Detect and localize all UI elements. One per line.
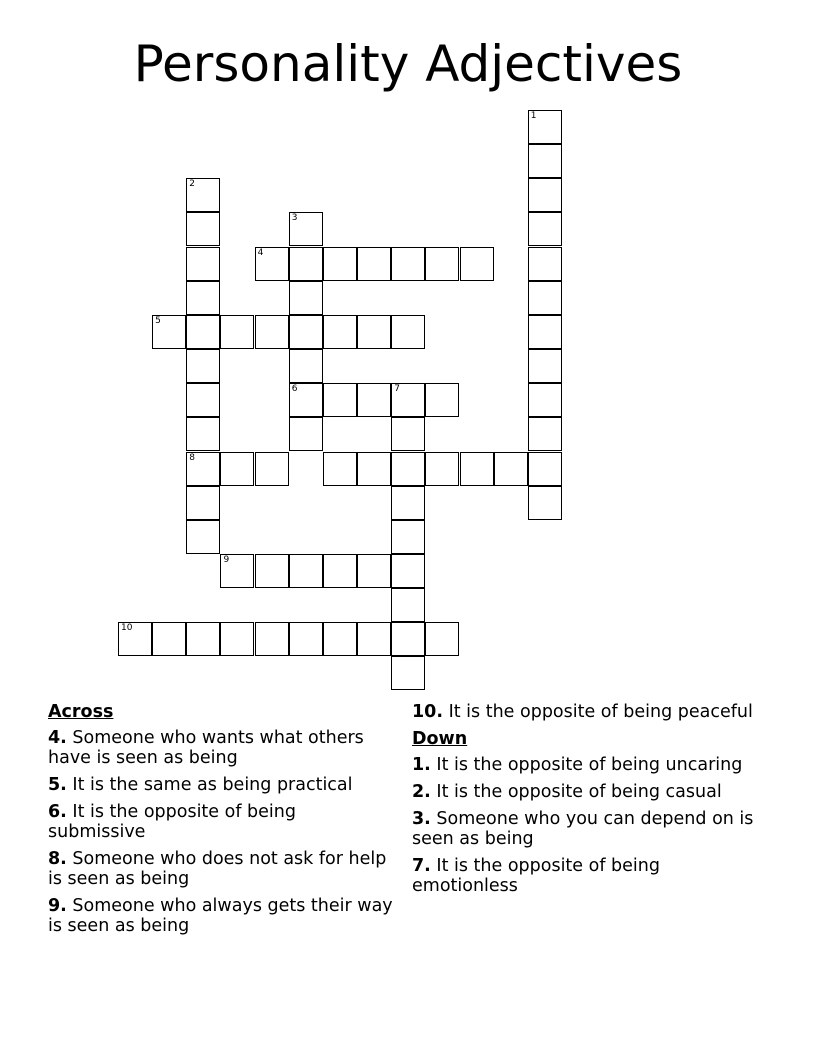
clue-down-1: [412, 755, 762, 775]
cell-number: 1: [530, 111, 537, 121]
grid-cell[interactable]: [425, 452, 459, 486]
grid-cell[interactable]: [152, 622, 186, 656]
grid-cell[interactable]: [323, 247, 357, 281]
down-heading: Down: [412, 729, 468, 749]
grid-cell[interactable]: [289, 212, 323, 246]
grid-cell[interactable]: [186, 417, 220, 451]
grid-cell[interactable]: [528, 144, 562, 178]
grid-cell[interactable]: [289, 554, 323, 588]
grid-cell[interactable]: [425, 383, 459, 417]
clue-across-9: [48, 896, 398, 936]
grid-cell[interactable]: [323, 383, 357, 417]
grid-cell[interactable]: [289, 622, 323, 656]
grid-cell[interactable]: [220, 622, 254, 656]
grid-cell[interactable]: [528, 212, 562, 246]
grid-cell[interactable]: [186, 520, 220, 554]
grid-cell[interactable]: [357, 554, 391, 588]
grid-cell[interactable]: [528, 110, 562, 144]
grid-cell[interactable]: [289, 247, 323, 281]
grid-cell[interactable]: [528, 452, 562, 486]
clue-across-10: [412, 702, 762, 722]
cell-number: 5: [155, 315, 161, 326]
grid-cell[interactable]: [220, 452, 254, 486]
clue-number: 8.: [48, 849, 67, 869]
clue-number: 7.: [412, 856, 431, 876]
grid-cell[interactable]: [186, 212, 220, 246]
clue-number: 9.: [48, 896, 67, 916]
grid-cell[interactable]: [391, 622, 425, 656]
grid-cell[interactable]: [391, 247, 425, 281]
grid-cell[interactable]: [255, 315, 289, 349]
clue-text: It is the same as being practical: [72, 775, 353, 795]
clue-text: Someone who does not ask for help is seen as being: [48, 849, 387, 889]
clue-across-4: [48, 728, 398, 768]
cell-number: 7: [394, 384, 400, 395]
grid-cell[interactable]: [289, 281, 323, 315]
grid-cell[interactable]: [425, 247, 459, 281]
grid-cell[interactable]: [391, 656, 425, 690]
grid-cell[interactable]: [391, 417, 425, 451]
grid-cell[interactable]: [289, 315, 323, 349]
clue-text: It is the opposite of being emotionless: [412, 856, 660, 896]
clue-text: It is the opposite of being uncaring: [436, 755, 743, 775]
grid-cell[interactable]: [528, 178, 562, 212]
clue-number: 10.: [412, 702, 444, 722]
clue-text: Someone who you can depend on is seen as being: [412, 809, 754, 849]
grid-cell[interactable]: [255, 622, 289, 656]
grid-cell[interactable]: [391, 554, 425, 588]
grid-cell[interactable]: [186, 349, 220, 383]
grid-cell[interactable]: [528, 486, 562, 520]
grid-cell[interactable]: [528, 349, 562, 383]
grid-cell[interactable]: [528, 281, 562, 315]
grid-cell[interactable]: [357, 315, 391, 349]
grid-cell[interactable]: [186, 315, 220, 349]
cell-number: 9: [223, 554, 230, 565]
cell-number: 10: [121, 623, 133, 634]
grid-cell[interactable]: [528, 315, 562, 349]
clue-number: 4.: [48, 728, 67, 748]
grid-cell[interactable]: [186, 383, 220, 417]
grid-cell[interactable]: [391, 452, 425, 486]
clue-text: It is the opposite of being peaceful: [448, 702, 753, 722]
grid-cell[interactable]: [425, 622, 459, 656]
grid-cell[interactable]: [152, 315, 186, 349]
clue-number: 1.: [412, 755, 431, 775]
grid-cell[interactable]: [357, 247, 391, 281]
grid-cell[interactable]: [357, 383, 391, 417]
across-heading: Across: [48, 702, 114, 722]
grid-cell[interactable]: [357, 452, 391, 486]
clue-number: 6.: [48, 802, 67, 822]
grid-cell[interactable]: [391, 315, 425, 349]
grid-cell[interactable]: [289, 417, 323, 451]
grid-cell[interactable]: [255, 452, 289, 486]
grid-cell[interactable]: [460, 452, 494, 486]
grid-cell[interactable]: [391, 588, 425, 622]
clue-text: Someone who always gets their way is seen as being: [48, 896, 393, 936]
grid-cell[interactable]: [186, 486, 220, 520]
cell-number: 6: [291, 384, 298, 395]
cell-number: 4: [257, 247, 264, 258]
grid-cell[interactable]: [528, 383, 562, 417]
clues-left-column: [48, 702, 398, 943]
clue-down-7: [412, 856, 762, 896]
grid-cell[interactable]: [118, 622, 152, 656]
grid-cell[interactable]: [186, 452, 220, 486]
grid-cell[interactable]: [528, 247, 562, 281]
clues-right-column: [412, 702, 762, 903]
grid-cell[interactable]: [391, 520, 425, 554]
grid-cell[interactable]: [220, 315, 254, 349]
grid-cell[interactable]: [289, 383, 323, 417]
grid-cell[interactable]: [255, 247, 289, 281]
clue-text: It is the opposite of being casual: [436, 782, 722, 802]
clue-across-6: [48, 802, 398, 842]
clue-text: It is the opposite of being submissive: [48, 802, 296, 842]
grid-cell[interactable]: [289, 349, 323, 383]
grid-cell[interactable]: [528, 417, 562, 451]
grid-cell[interactable]: [391, 486, 425, 520]
grid-cell[interactable]: [186, 178, 220, 212]
clue-across-8: [48, 849, 398, 889]
grid-cell[interactable]: [357, 622, 391, 656]
grid-cell[interactable]: [186, 281, 220, 315]
grid-cell[interactable]: [255, 554, 289, 588]
clue-text: Someone who wants what others have is seen as being: [48, 728, 364, 768]
clue-down-2: [412, 782, 762, 802]
clue-across-5: [48, 775, 398, 795]
grid-cell[interactable]: [186, 247, 220, 281]
clue-number: 2.: [412, 782, 431, 802]
puzzle-title: Personality Adjectives: [133, 35, 683, 93]
grid-cell[interactable]: [391, 383, 425, 417]
clue-down-3: [412, 809, 762, 849]
cell-number: 8: [189, 452, 196, 463]
clue-number: 3.: [412, 809, 431, 829]
grid-cell[interactable]: [494, 452, 528, 486]
cell-number: 2: [189, 179, 196, 190]
grid-cell[interactable]: [323, 622, 357, 656]
grid-cell[interactable]: [220, 554, 254, 588]
grid-cell[interactable]: [323, 554, 357, 588]
grid-cell[interactable]: [323, 315, 357, 349]
grid-cell[interactable]: [460, 247, 494, 281]
grid-cell[interactable]: [186, 622, 220, 656]
grid-cell[interactable]: [323, 452, 357, 486]
clue-number: 5.: [48, 775, 67, 795]
cell-number: 3: [291, 213, 298, 224]
